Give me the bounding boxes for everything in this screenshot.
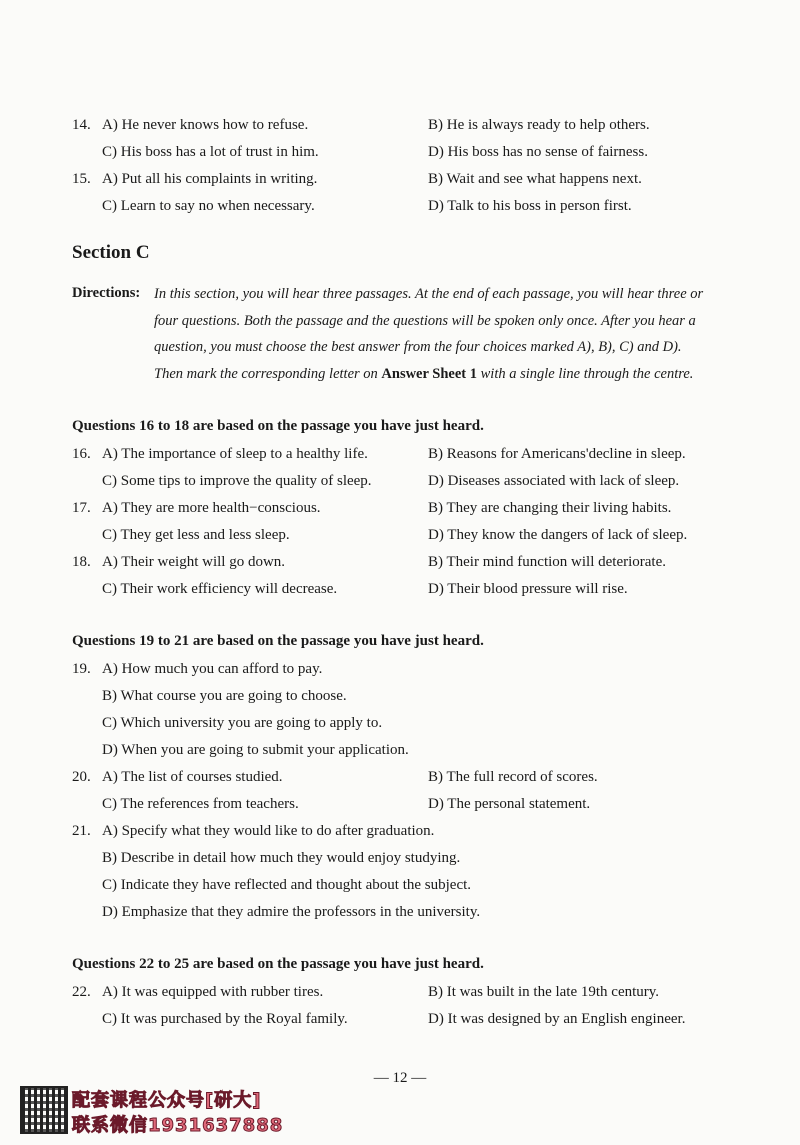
option-b: B) Reasons for Americans'decline in sleep. — [428, 446, 686, 462]
option-d: D) When you are going to submit your application. — [102, 742, 409, 758]
option-c: C) It was purchased by the Royal family. — [102, 1011, 348, 1027]
option-c: C) Some tips to improve the quality of sleep. — [102, 473, 372, 489]
directions-line-4-start: Then mark the corresponding letter on — [154, 366, 378, 382]
option-c: C) His boss has a lot of trust in him. — [102, 144, 319, 160]
answer-sheet-ref: Answer Sheet 1 — [381, 366, 477, 382]
question-number: 14. — [72, 117, 91, 133]
section-title: Section C — [72, 242, 150, 263]
option-a: A) Specify what they would like to do after graduation. — [102, 823, 435, 839]
option-d: D) It was designed by an English engineer. — [428, 1011, 686, 1027]
question-number: 17. — [72, 500, 91, 516]
page-number: — 12 — — [373, 1070, 427, 1086]
option-d: D) His boss has no sense of fairness. — [428, 144, 648, 160]
option-b: B) The full record of scores. — [428, 769, 598, 785]
question-number: 19. — [72, 661, 91, 677]
option-b: B) He is always ready to help others. — [428, 117, 650, 133]
option-b: B) It was built in the late 19th century. — [428, 984, 660, 1000]
option-a: A) It was equipped with rubber tires. — [102, 984, 324, 1000]
option-b: B) Their mind function will deteriorate. — [428, 554, 666, 570]
directions-line-4 — [154, 365, 693, 383]
option-a: A) The importance of sleep to a healthy life. — [102, 446, 368, 462]
option-a: A) They are more health−conscious. — [102, 500, 321, 516]
option-c: C) Learn to say no when necessary. — [102, 198, 315, 214]
watermark-line-2: 联系微信1931637888 — [72, 1115, 284, 1136]
watermark-line-1: 配套课程公众号[研大] — [72, 1090, 262, 1111]
option-c: C) They get less and less sleep. — [102, 527, 290, 543]
option-c: C) Their work efficiency will decrease. — [102, 581, 338, 597]
option-b: B) Wait and see what happens next. — [428, 171, 642, 187]
option-c: C) The references from teachers. — [102, 796, 299, 812]
question-number: 16. — [72, 446, 91, 462]
option-d: D) Their blood pressure will rise. — [428, 581, 628, 597]
question-number: 15. — [72, 171, 91, 187]
option-a: A) Their weight will go down. — [102, 554, 286, 570]
group-heading-16-18: Questions 16 to 18 are based on the passage you have just heard. — [72, 418, 484, 434]
question-number: 22. — [72, 984, 91, 1000]
directions-line-4-end: with a single line through the centre. — [480, 366, 694, 382]
group-heading-19-21: Questions 19 to 21 are based on the passage you have just heard. — [72, 633, 484, 649]
option-a: A) He never knows how to refuse. — [102, 117, 309, 133]
option-c: C) Which university you are going to apply to. — [102, 715, 383, 731]
directions-line-2: four questions. Both the passage and the questions will be spoken only once. After you hear a — [154, 313, 696, 329]
option-c: C) Indicate they have reflected and thought about the subject. — [102, 877, 472, 893]
directions-line-1: In this section, you will hear three passages. At the end of each passage, you will hear three or — [154, 286, 704, 302]
directions-label: Directions: — [72, 285, 141, 301]
group-heading-22-25: Questions 22 to 25 are based on the passage you have just heard. — [72, 956, 484, 972]
option-a: A) How much you can afford to pay. — [102, 661, 323, 677]
question-number: 18. — [72, 554, 91, 570]
option-d: D) Diseases associated with lack of sleep. — [428, 473, 680, 489]
option-d: D) They know the dangers of lack of sleep. — [428, 527, 688, 543]
option-a: A) Put all his complaints in writing. — [102, 171, 318, 187]
qr-code-icon — [20, 1086, 68, 1134]
directions-line-3: question, you must choose the best answer from the four choices marked A), B), C) and D). — [154, 339, 682, 355]
option-b: B) Describe in detail how much they would enjoy studying. — [102, 850, 461, 866]
option-b: B) What course you are going to choose. — [102, 688, 347, 704]
question-number: 21. — [72, 823, 91, 839]
option-b: B) They are changing their living habits. — [428, 500, 672, 516]
option-a: A) The list of courses studied. — [102, 769, 283, 785]
watermark-logo — [20, 1086, 310, 1136]
option-d: D) Talk to his boss in person first. — [428, 198, 632, 214]
option-d: D) Emphasize that they admire the professors in the university. — [102, 904, 481, 920]
question-number: 20. — [72, 769, 91, 785]
option-d: D) The personal statement. — [428, 796, 591, 812]
